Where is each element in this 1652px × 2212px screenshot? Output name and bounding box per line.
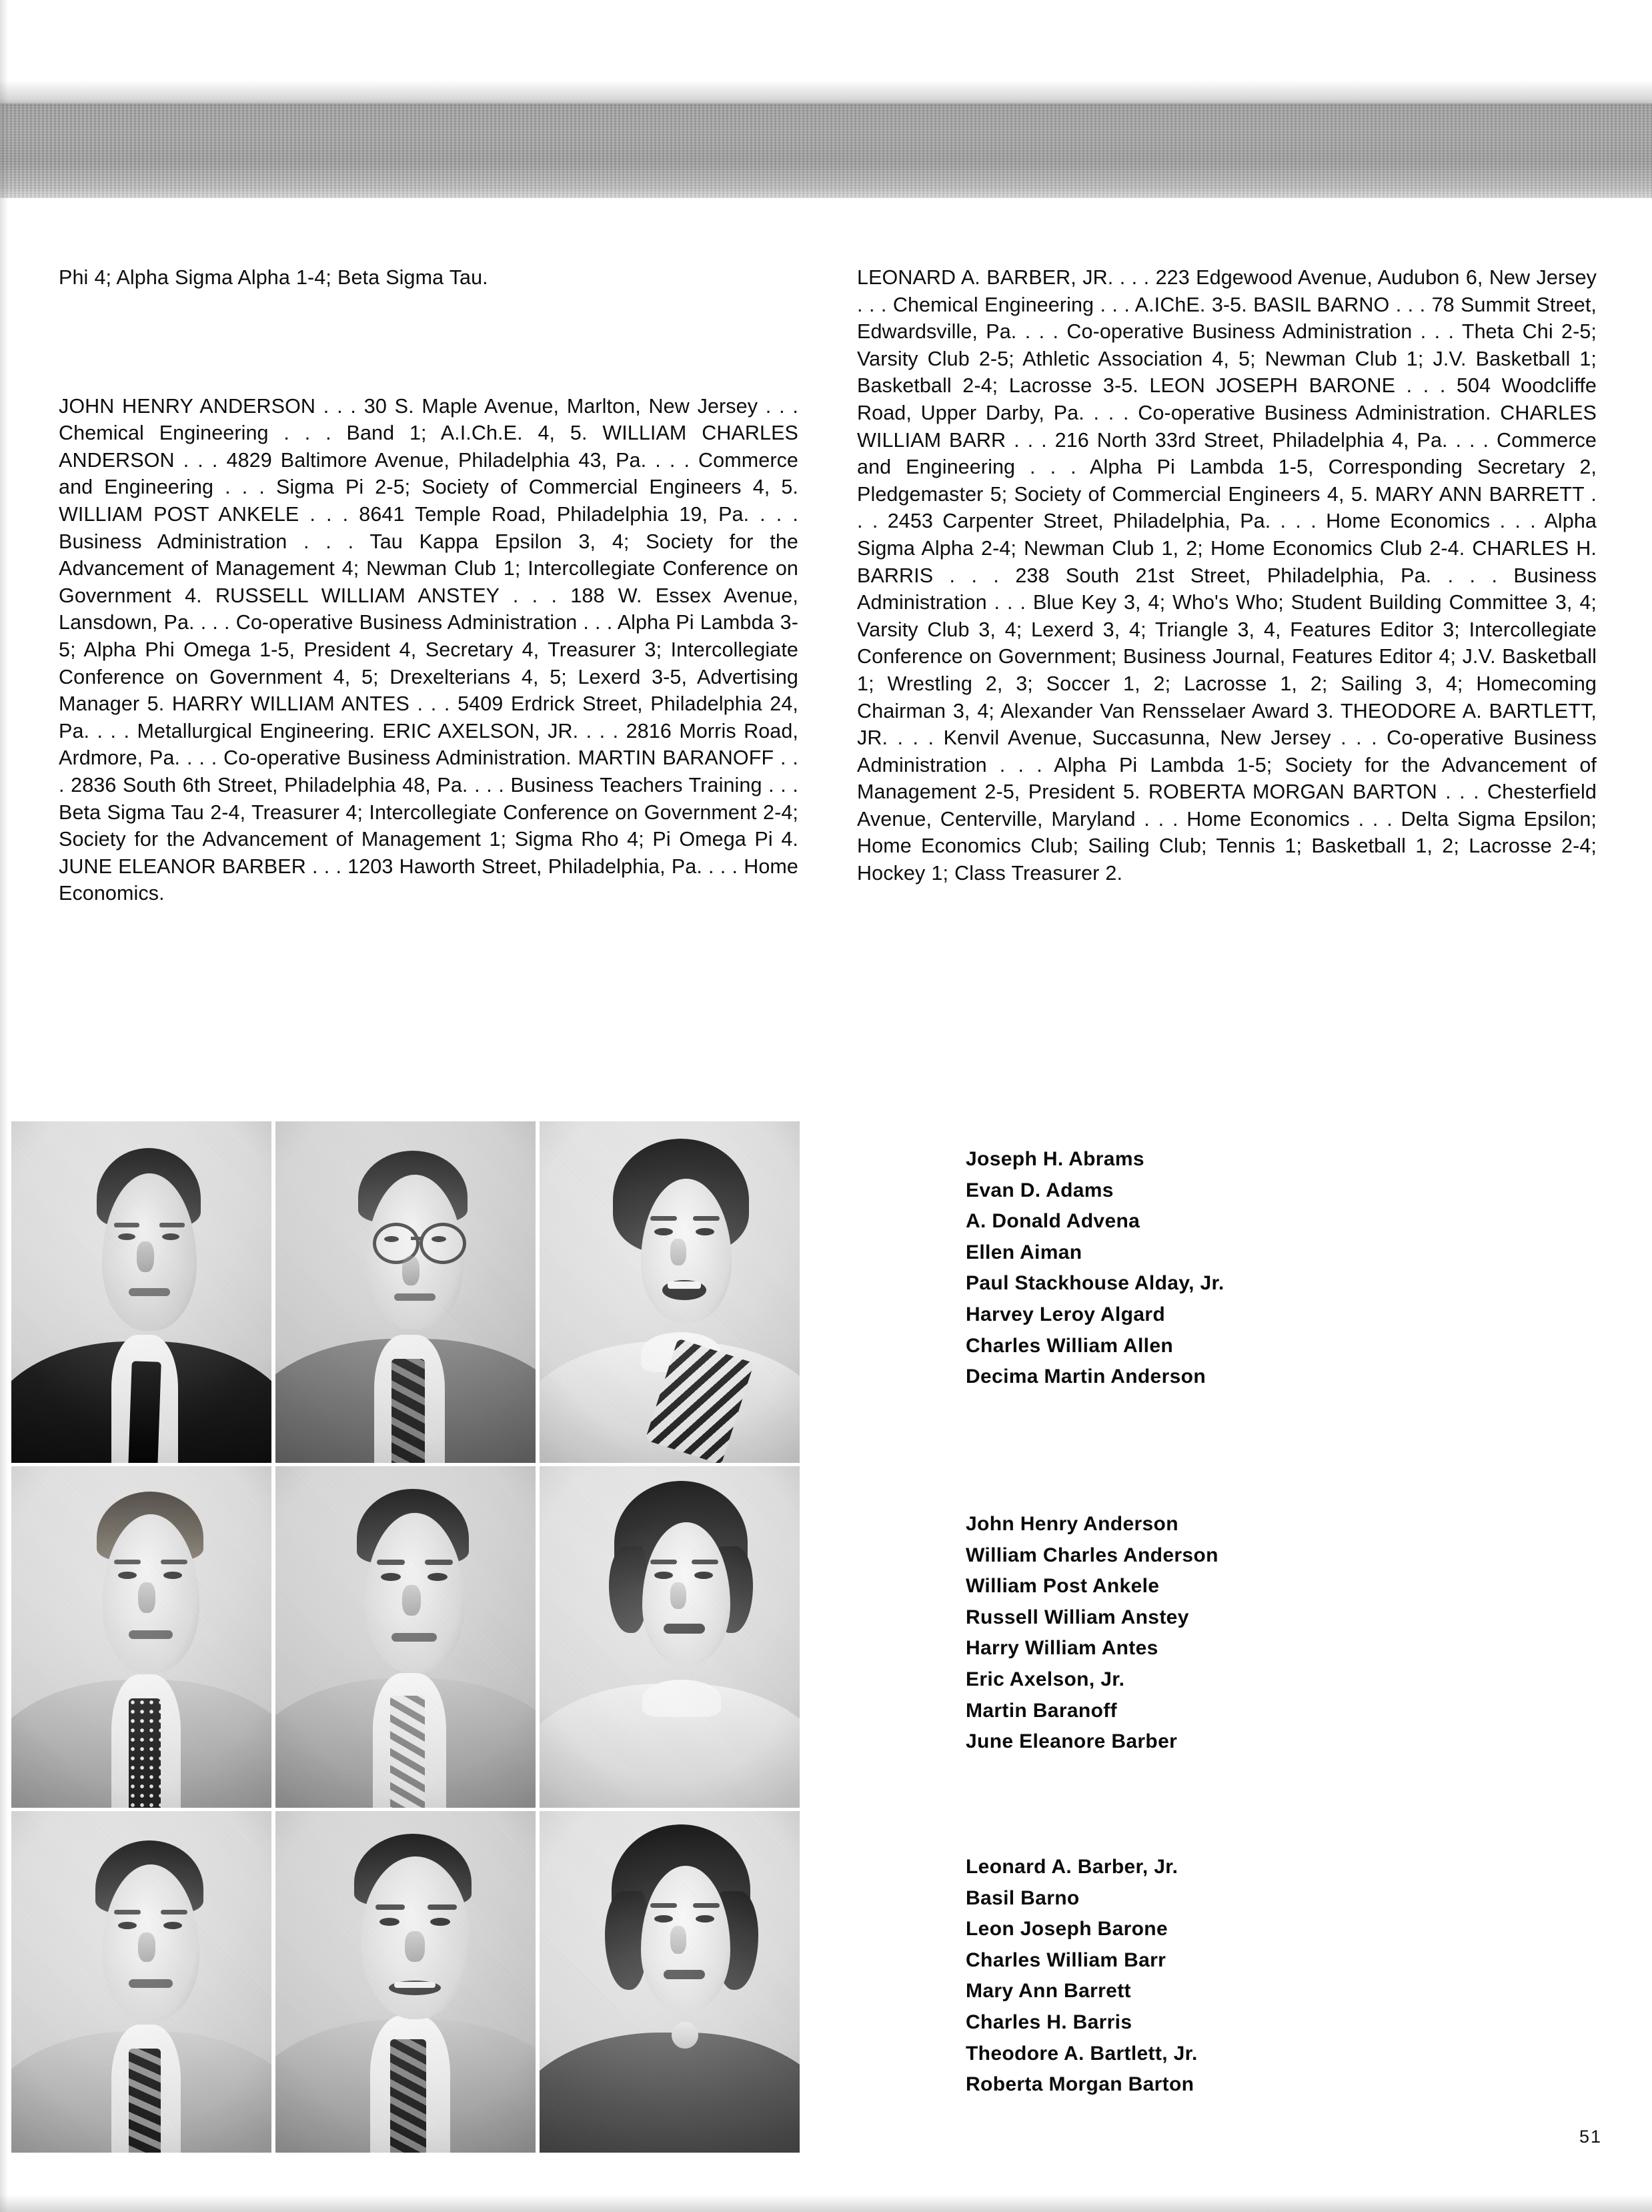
list-item: Charles William Allen <box>966 1334 1174 1357</box>
left-column-top-fragment: Phi 4; Alpha Sigma Alpha 1-4; Beta Sigma Tau. <box>59 266 488 289</box>
name-list-group-2 <box>966 1509 1218 1758</box>
list-item: Martin Baranoff <box>966 1699 1117 1722</box>
right-column <box>857 264 1597 907</box>
portrait-photo <box>540 1121 800 1463</box>
portrait-photo <box>275 1466 536 1808</box>
list-item: Roberta Morgan Barton <box>966 2073 1194 2096</box>
list-item: Charles William Barr <box>966 1949 1166 1971</box>
list-item: Joseph H. Abrams <box>966 1148 1144 1170</box>
list-item: Russell William Anstey <box>966 1606 1189 1628</box>
list-item: Eric Axelson, Jr. <box>966 1668 1125 1690</box>
list-item: Theodore A. Bartlett, Jr. <box>966 2042 1198 2065</box>
list-item: Leon Joseph Barone <box>966 1918 1168 1941</box>
list-item: Paul Stackhouse Alday, Jr. <box>966 1272 1224 1295</box>
scan-bottom-edge <box>0 2195 1652 2212</box>
name-list-group-1 <box>966 1144 1224 1393</box>
list-item: Mary Ann Barrett <box>966 1980 1131 2003</box>
list-item: Harry William Antes <box>966 1637 1158 1660</box>
portrait-photo <box>275 1811 536 2153</box>
photo-row <box>11 1466 912 1808</box>
portrait-photo <box>11 1811 271 2153</box>
portrait-photo <box>275 1121 536 1463</box>
portrait-photo <box>11 1466 271 1808</box>
name-list-group-3 <box>966 1852 1198 2101</box>
scan-artifact-band <box>0 103 1652 198</box>
list-item: Harvey Leroy Algard <box>966 1303 1165 1325</box>
photo-row <box>11 1811 912 2153</box>
list-item: A. Donald Advena <box>966 1210 1140 1233</box>
left-column-body: JOHN HENRY ANDERSON . . . 30 S. Maple Avenue, Marlton, New Jersey . . . Chemical Engineering . . . Band 1; A.I.Ch.E. 4, 5. WILLIAM CHARLES ANDERSON . . . 4829 Baltimore Avenue, Philadelphia 43, Pa. . . . Commerce and Engineering . . . Sigma Pi 2-5; Society of Commercial Engineers 4, 5. WILLIAM POST ANKELE . . . 8641 Temple Road, Philadelphia 19, Pa. . . . Business Administration . . . Tau Kappa Epsilon 3, 4; Society for the Advancement of Management 4; Newman Club 1; Intercollegiate Conference on Government 4. RUSSELL WILLIAM ANSTEY . . . 188 W. Essex Avenue, Lansdown, Pa. . . . Co-operative Business Administration . . . Alpha Pi Lambda 3-5; Alpha Phi Omega 1-5, President 4, Secretary 4, Treasurer 3; Intercollegiate Conference on Government 4, 5; Drexelterians 4, 5; Lexerd 3-5, Advertising Manager 5. HARRY WILLIAM ANTES . . . 5409 Erdrick Street, Philadelphia 24, Pa. . . . Metallurgical Engineering. ERIC AXELSON, JR. . . . 2816 Morris Road, Ardmore, Pa. . . . Co-operative Business Administration. MARTIN BARANOFF . . . 2836 South 6th Street, Philadelphia 48, Pa. . . . Business Teachers Training . . . Beta Sigma Tau 2-4, Treasurer 4; Intercollegiate Conference on Government 2-4; Society for the Advancement of Management 1; Sigma Rho 4; Pi Omega Pi 4. JUNE ELEANOR BARBER . . . 1203 Haworth Street, Philadelphia, Pa. . . . Home Economics. <box>59 394 798 905</box>
right-column-body: LEONARD A. BARBER, JR. . . . 223 Edgewood Avenue, Audubon 6, New Jersey . . . Chemical Engineering . . . A.IChE. 3-5. BASIL BARNO . . . 78 Summit Street, Edwardsville, Pa. . . . Co-operative Business Administration . . . Theta Chi 2-5; Varsity Club 2-5; Athletic Association 4, 5; Newman Club 1; J.V. Basketball 1; Basketball 2-4; Lacrosse 3-5. LEON JOSEPH BARONE . . . 504 Woodcliffe Road, Upper Darby, Pa. . . . Co-operative Business Administration. CHARLES WILLIAM BARR . . . 216 North 33rd Street, Philadelphia 4, Pa. . . . Commerce and Engineering . . . Alpha Pi Lambda 1-5, Corresponding Secretary 2, Pledgemaster 5; Society of Commercial Engineers 4, 5. MARY ANN BARRETT . . . 2453 Carpenter Street, Philadelphia, Pa. . . . Home Economics . . . Alpha Sigma Alpha 2-4; Newman Club 1, 2; Home Economics Club 2-4. CHARLES H. BARRIS . . . 238 South 21st Street, Philadelphia, Pa. . . . Business Administration . . . Blue Key 3, 4; Who's Who; Student Building Committee 3, 4; Varsity Club 3, 4; Lexerd 3, 4; Triangle 3, 4, Features Editor 3; Intercollegiate Conference on Government; Business Journal, Features Editor 4; J.V. Basketball 1; Wrestling 2, 3; Soccer 1, 2; Lacrosse 1, 2; Sailing 3, 4; Homecoming Chairman 3, 4; Alexander Van Rensselaer Award 3. THEODORE A. BARTLETT, JR. . . . Kenvil Avenue, Succasunna, New Jersey . . . Co-operative Business Administration . . . Alpha Pi Lambda 1-5; Society for the Advancement of Management 2-5, President 5. ROBERTA MORGAN BARTON . . . Chesterfield Avenue, Centerville, Maryland . . . Home Economics . . . Delta Sigma Epsilon; Home Economics Club; Sailing Club; Tennis 1; Basketball 1, 2; Lacrosse 2-4; Hockey 1; Class Treasurer 2. <box>857 266 1597 885</box>
scan-shadow <box>0 80 1652 107</box>
list-item: Leonard A. Barber, Jr. <box>966 1856 1178 1878</box>
list-item: Decima Martin Anderson <box>966 1365 1206 1388</box>
list-item: William Post Ankele <box>966 1575 1160 1598</box>
list-item: Evan D. Adams <box>966 1179 1114 1201</box>
list-item: John Henry Anderson <box>966 1513 1178 1535</box>
list-item: Charles H. Barris <box>966 2011 1132 2033</box>
list-item: Ellen Aiman <box>966 1241 1082 1263</box>
portrait-photo <box>11 1121 271 1463</box>
scan-left-edge <box>0 0 8 2212</box>
list-item: Basil Barno <box>966 1886 1080 1909</box>
list-item: June Eleanore Barber <box>966 1730 1178 1753</box>
list-item: William Charles Anderson <box>966 1544 1218 1566</box>
portrait-photo <box>540 1811 800 2153</box>
photo-row <box>11 1121 912 1463</box>
portrait-photo-grid <box>11 1121 912 2153</box>
text-columns <box>59 264 1597 907</box>
page-number: 51 <box>1579 2127 1603 2147</box>
portrait-photo <box>540 1466 800 1808</box>
left-column <box>59 264 798 907</box>
